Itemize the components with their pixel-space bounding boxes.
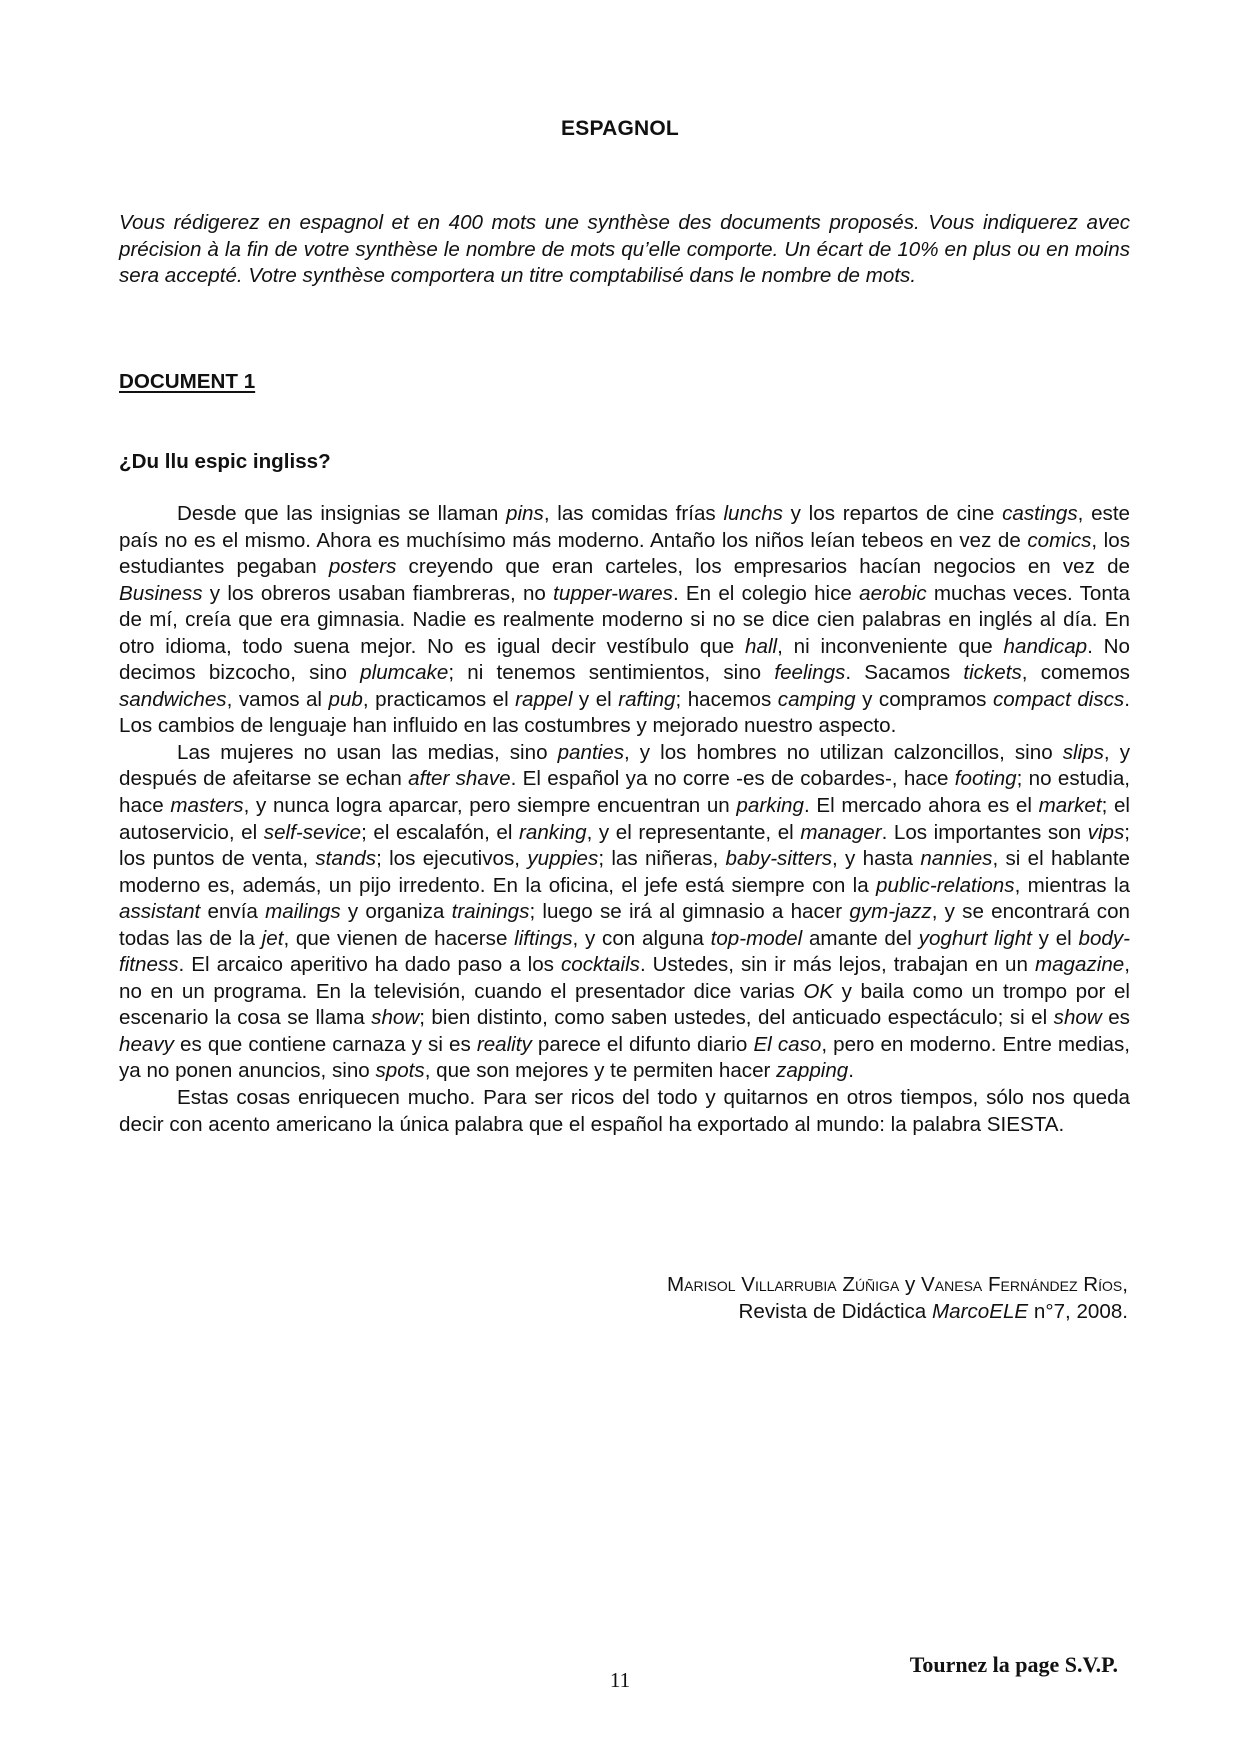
italic-term: cocktails (560, 953, 640, 977)
text-run: Las mujeres no usan las medias, sino (177, 740, 558, 764)
italic-term: show (371, 1006, 420, 1030)
text-run: y el (1031, 926, 1079, 950)
document-label: DOCUMENT 1 (119, 370, 256, 393)
italic-term: vips (1087, 820, 1125, 844)
text-run: creyendo que eran carteles, los empresarios hacían negocios en vez de (396, 555, 1130, 579)
italic-term: feelings (774, 661, 846, 685)
text-run: ; bien distinto, como saben ustedes, del anticuado espectáculo; si el (419, 1006, 1054, 1030)
text-run: y baila como un trompo por el escenario la cosa se llama (119, 979, 1130, 1030)
text-run: , si el hablante moderno es, además, un pijo irredento. En la oficina, el jefe está siempre con la (119, 847, 1130, 897)
text-run: . Ustedes, sin ir más lejos, trabajan en un (639, 953, 1035, 977)
text-run: ; el autoservicio, el (119, 794, 1131, 844)
text-run: . (848, 1059, 854, 1083)
italic-term: footing (954, 767, 1017, 791)
italic-term: lunchs (723, 502, 783, 525)
text-run: Revista de Didáctica (738, 1300, 932, 1323)
text-run: , los estudiantes pegaban (119, 528, 1130, 579)
author-name: Vanesa Fernández Ríos (921, 1273, 1123, 1296)
text-run: , comemos (1021, 661, 1130, 685)
text-run: , que son mejores y te permiten hacer (424, 1059, 777, 1083)
text-run: y organiza (340, 900, 452, 924)
italic-term: body-fitness (119, 926, 1130, 977)
text-run: . El arcaico aperitivo ha dado paso a los (178, 953, 561, 977)
italic-term: top-model (710, 926, 803, 950)
article-body (119, 501, 1130, 1138)
text-run: , y el representante, el (586, 820, 801, 844)
italic-term: masters (170, 794, 244, 818)
text-run: y el (572, 687, 619, 711)
text-run: . El mercado ahora es el (803, 794, 1039, 818)
text-run: Desde que las insignias se llaman (177, 502, 507, 525)
italic-term: gym-jazz (849, 900, 932, 924)
italic-term: heavy (119, 1032, 174, 1056)
text-run: ; los ejecutivos, (376, 847, 528, 871)
text-run: . En el colegio hice (672, 581, 860, 605)
italic-term: camping (777, 687, 856, 711)
text-run: muchas veces. Tonta de mí, creía que era gimnasia. Nadie es realmente moderno si no se dice cien palabras en inglés al día. En otro idioma, todo suena mejor. No es igual decir vestíbulo que (119, 581, 1130, 658)
italic-term: pub (328, 687, 363, 711)
text-run: es (1101, 1006, 1130, 1030)
text-run: , vamos al (226, 687, 329, 711)
attribution-authors (667, 1271, 1128, 1298)
attribution-source (667, 1298, 1128, 1325)
italic-term: sandwiches (119, 687, 227, 711)
italic-term: market (1038, 794, 1102, 818)
italic-term: compact discs (992, 687, 1125, 711)
text-run: . Los importantes son (881, 820, 1088, 844)
italic-term: castings (1002, 502, 1078, 525)
text-run: ; hacemos (675, 687, 778, 711)
text-run: n°7, 2008. (1028, 1300, 1128, 1323)
text-run: , que vienen de hacerse (283, 926, 515, 950)
page-number: 11 (609, 1668, 631, 1692)
italic-term: nannies (920, 847, 993, 871)
text-run: ; no estudia, hace (119, 767, 1130, 818)
italic-term: comics (1027, 528, 1092, 552)
italic-term: show (1053, 1006, 1102, 1030)
paragraph (119, 1085, 1130, 1138)
italic-term: zapping (776, 1059, 849, 1083)
italic-term: stands (315, 847, 377, 871)
text-run: ; luego se irá al gimnasio a hacer (529, 900, 850, 924)
italic-term: rafting (618, 687, 676, 711)
text-run: , y hasta (832, 847, 921, 871)
text-run: ; las niñeras, (598, 847, 726, 871)
italic-term: reality (476, 1032, 532, 1056)
text-run: envía (200, 900, 266, 924)
italic-term: yuppies (527, 847, 599, 871)
page-title: ESPAGNOL (561, 117, 679, 140)
italic-term: panties (557, 740, 625, 764)
instructions: Vous rédigerez en espagnol et en 400 mots une synthèse des documents proposés. Vous indiquerez avec précision à la fin de votre synthèse le nombre de mots qu’elle comporte. Un écart de 10% en plus ou en moins sera accepté. Votre synthèse comportera un titre comptabilisé dans le nombre de mots. (119, 211, 1130, 288)
text-run: , mientras la (1014, 873, 1130, 897)
italic-term: public-relations (876, 873, 1015, 897)
italic-term: yoghurt light (918, 926, 1032, 950)
italic-term: rappel (515, 687, 573, 711)
italic-term: plumcake (360, 661, 449, 685)
paragraph (119, 501, 1130, 740)
italic-term: jet (261, 926, 284, 950)
italic-term: Business (119, 581, 203, 605)
text-run: , ni inconveniente que (777, 634, 1004, 658)
article-title: ¿Du llu espic ingliss? (119, 450, 331, 473)
text-run: y (899, 1273, 922, 1296)
italic-term: manager (800, 820, 882, 844)
turn-page-note: Tournez la page S.V.P. (909, 1652, 1118, 1677)
text-run: . Los cambios de lenguaje han influido en las costumbres y mejorado nuestro aspecto. (119, 687, 1130, 738)
paragraph (119, 740, 1130, 1085)
italic-term: magazine (1034, 953, 1125, 977)
text-run: Estas cosas enriquecen mucho. Para ser ricos del todo y quitarnos en otros tiempos, sólo nos queda decir con acento americano la única palabra que el español ha exportado al mundo: la palabra SIESTA. (119, 1086, 1130, 1136)
italic-term: slips (1062, 740, 1104, 764)
italic-term: hall (745, 634, 778, 658)
text-run: , y después de afeitarse se echan (119, 740, 1130, 791)
text-run: , (1122, 1273, 1128, 1296)
attribution (667, 1271, 1128, 1325)
text-run: y compramos (855, 687, 993, 711)
italic-term: El caso (753, 1032, 822, 1056)
text-run: ; los puntos de venta, (119, 820, 1130, 871)
italic-term: liftings (514, 926, 573, 950)
text-run: , este país no es el mismo. Ahora es muchísimo más moderno. Antaño los niños leían tebeos en vez de (119, 502, 1131, 552)
italic-term: spots (375, 1059, 425, 1083)
italic-term: posters (328, 555, 397, 579)
italic-term: parking (736, 794, 804, 818)
text-run: , y se encontrará con todas las de la (119, 900, 1131, 950)
italic-term: after shave (408, 767, 511, 791)
text-run: . Sacamos (845, 661, 964, 685)
text-run: amante del (802, 926, 919, 950)
text-run: . No decimos bizcocho, sino (119, 634, 1130, 685)
text-run: y los repartos de cine (782, 502, 1003, 525)
text-run: , y con alguna (572, 926, 711, 950)
text-run: ; ni tenemos sentimientos, sino (448, 661, 775, 685)
italic-term: handicap (1003, 634, 1088, 658)
text-run: , no en un programa. En la televisión, cuando el presentador dice varias (119, 953, 1130, 1003)
italic-term: tupper-wares (553, 581, 673, 605)
italic-term: assistant (119, 900, 201, 924)
italic-term: MarcoELE (932, 1300, 1029, 1323)
text-run: parece el difunto diario (531, 1032, 754, 1056)
italic-term: self-sevice (263, 820, 362, 844)
text-run: , y nunca logra aparcar, pero siempre encuentran un (243, 794, 737, 818)
author-name: Marisol Villarrubia Zúñiga (666, 1273, 900, 1296)
text-run: es que contiene carnaza y si es (173, 1032, 477, 1056)
text-run: , pero en moderno. Entre medias, ya no ponen anuncios, sino (119, 1032, 1130, 1083)
italic-term: aerobic (859, 581, 927, 605)
italic-term: trainings (451, 900, 530, 924)
italic-term: OK (803, 979, 834, 1003)
text-run: . El español ya no corre -es de cobardes-, hace (510, 767, 955, 791)
italic-term: tickets (963, 661, 1022, 685)
text-run: ; el escalafón, el (361, 820, 520, 844)
italic-term: mailings (265, 900, 341, 924)
text-run: , las comidas frías (543, 502, 724, 525)
italic-term: baby-sitters (725, 847, 832, 871)
text-run: y los obreros usaban fiambreras, no (202, 581, 554, 605)
italic-term: ranking (519, 820, 587, 844)
text-run: , y los hombres no utilizan calzoncillos, sino (624, 740, 1063, 764)
text-run: , practicamos el (362, 687, 516, 711)
italic-term: pins (506, 502, 544, 525)
